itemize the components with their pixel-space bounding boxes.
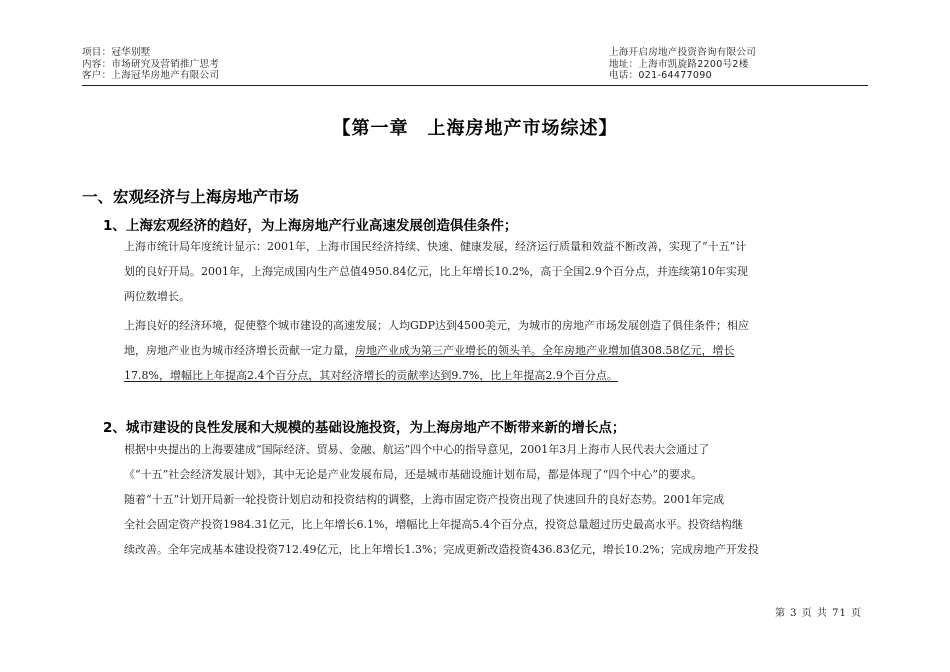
paragraph-line (124, 342, 735, 358)
header-content: 内容：市场研究及营销推广思考 (82, 58, 220, 70)
section-title: 一、宏观经济与上海房地产市场 (82, 188, 300, 206)
paragraph-line: 划的良好开局。2001年，上海完成国内生产总值4950.84亿元，比上年增长10.2%，高于全国2.9个百分点，并连续第10年实现 (124, 265, 748, 278)
header-divider (82, 85, 868, 86)
paragraph-line: 根据中央提出的上海要建成“国际经济、贸易、金融、航运”四个中心的指导意见，2001年3月上海市人民代表大会通过了 (124, 443, 710, 456)
underlined-highlight: 17.8%，增幅比上年提高2.4个百分点，其对经济增长的贡献率达到9.7%，比上年提高2.9个百分点。 (124, 369, 618, 382)
paragraph-text: 地，房地产业也为城市经济增长贡献一定力量， (124, 344, 355, 357)
subsection-title-1: 1、上海宏观经济的趋好，为上海房地产行业高速发展创造俱佳条件； (103, 218, 518, 234)
paragraph-line: 续改善。全年完成基本建设投资712.49亿元，比上年增长1.3%；完成更新改造投资436.83亿元，增长10.2%；完成房地产开发投 (124, 543, 759, 556)
header-project-info (82, 47, 219, 82)
header-client: 客户：上海冠华房地产有限公司 (82, 70, 220, 81)
page-number: 第 3 页 共 71 页 (775, 608, 862, 619)
header-company-info (609, 47, 756, 82)
header-project: 项目：冠华别墅 (82, 47, 151, 58)
paragraph-line: 两位数增长。 (124, 290, 190, 303)
paragraph-line: 上海良好的经济环境，促使整个城市建设的高速发展；人均GDP达到4500美元，为城市的房地产市场发展创造了俱佳条件；相应 (124, 319, 749, 332)
header-address: 地址：上海市凯旋路2200号2楼 (609, 58, 749, 70)
paragraph-line: 全社会固定资产投资1984.31亿元，比上年增长6.1%，增幅比上年提高5.4个百分点，投资总量超过历史最高水平。投资结构继 (124, 518, 743, 531)
header-phone: 电话：021-64477090 (609, 70, 712, 81)
paragraph-line: 随着“十五”计划开局新一轮投资计划启动和投资结构的调整，上海市固定资产投资出现了快速回升的良好态势。2001年完成 (124, 493, 725, 506)
paragraph-line: 《“十五”社会经济发展计划》，其中无论是产业发展布局，还是城市基础设施计划布局，都是体现了“四个中心”的要求。 (124, 468, 702, 481)
subsection-title-2: 2、城市建设的良性发展和大规模的基础设施投资，为上海房地产不断带来新的增长点； (103, 420, 626, 436)
header-company: 上海开启房地产投资咨询有限公司 (609, 47, 757, 58)
underlined-highlight: 房地产业成为第三产业增长的领头羊。全年房地产业增加值308.58亿元，增长 (355, 344, 735, 357)
paragraph-line: 上海市统计局年度统计显示：2001年，上海市国民经济持续、快速、健康发展，经济运行质量和效益不断改善，实现了“十五”计 (124, 240, 747, 253)
chapter-title: 【第一章 上海房地产市场综述】 (332, 118, 618, 139)
